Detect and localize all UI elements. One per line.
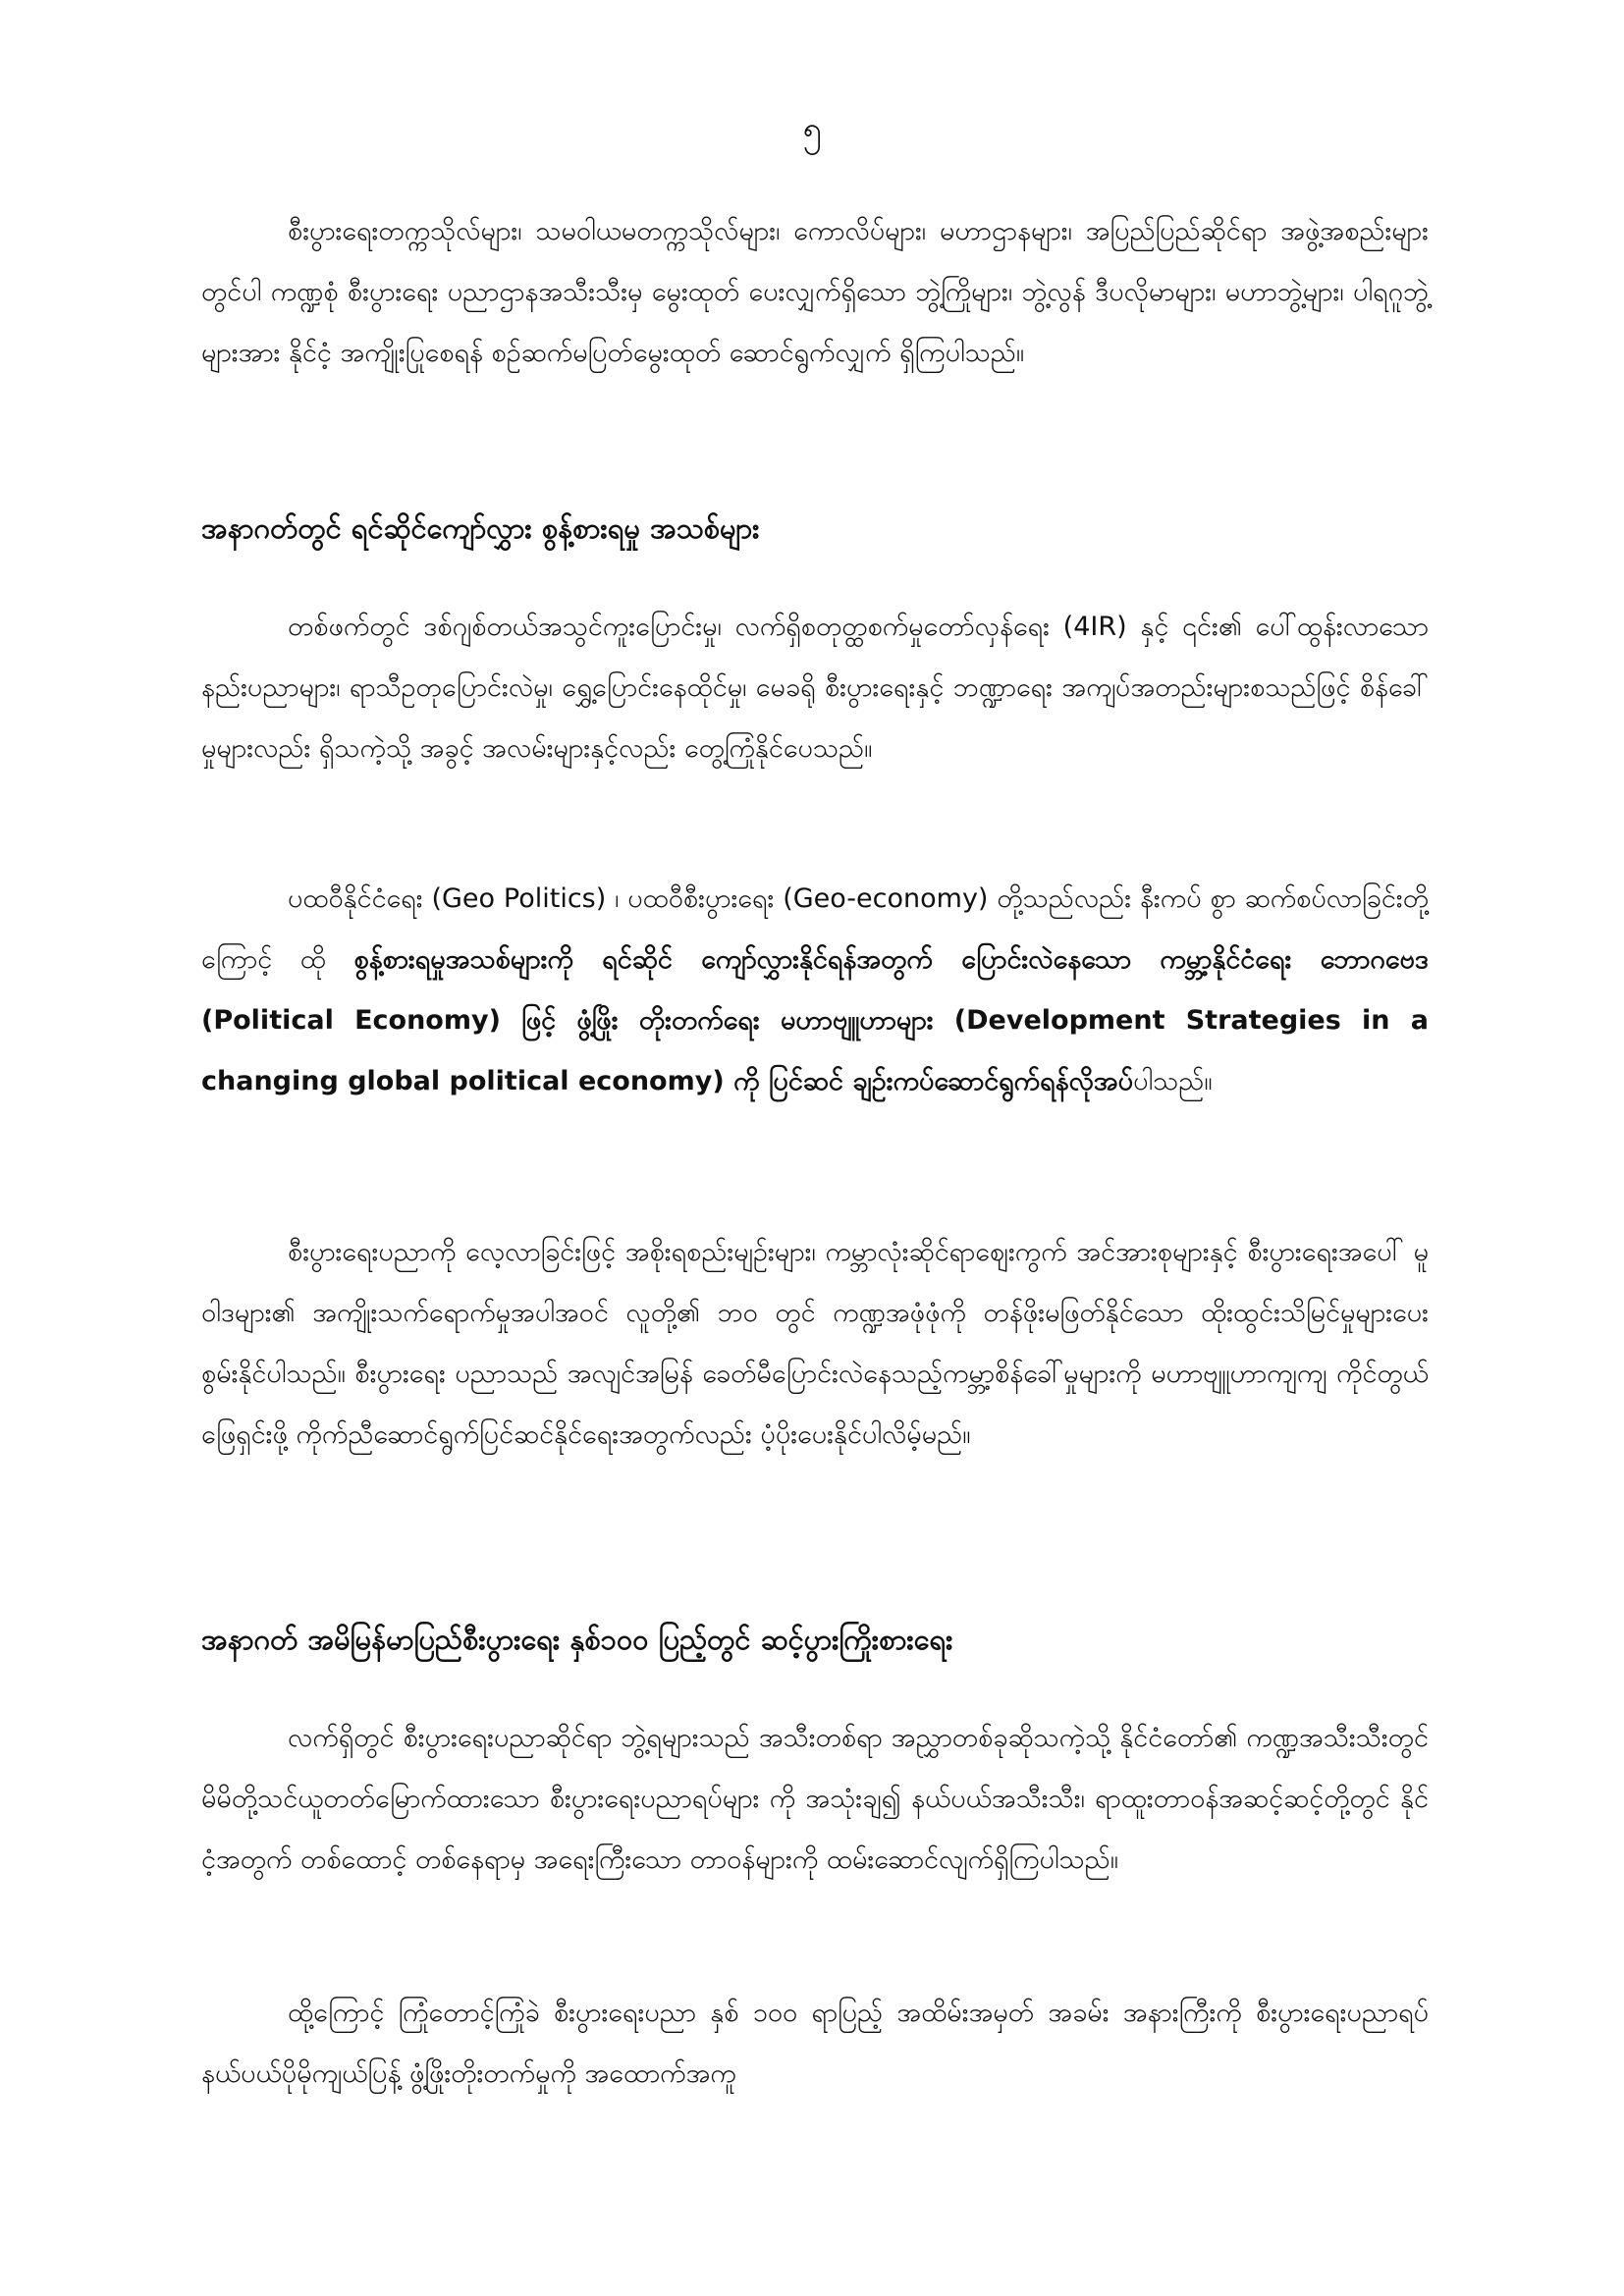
paragraph-centenary-ceremony-text: ထို့ကြောင့် ကြုံတောင့်ကြုံခဲ စီးပွားရေးပညာ နှစ် ၁၀၀ ရာပြည့် အထိမ်းအမှတ် အခမ်း အနားကြီးကို စီးပွားရေးပညာရပ် နယ်ပယ်ပိုမိုကျယ်ပြန့် ဖွံ့ဖြိုးတိုးတက်မှုကို အထောက်အကူ <box>201 1998 1429 2089</box>
paragraph-graduates <box>201 1708 1429 1891</box>
paragraph-digital-transition <box>201 597 1429 779</box>
paragraph-universities <box>201 201 1429 384</box>
paragraph-geo-politics <box>201 869 1429 1112</box>
section-heading-myanmar-economy-centenary: အနာဂတ် အမိမြန်မာပြည်စီးပွားရေး နှစ်၁၀၀ ပြည့်တွင် ဆင့်ပွားကြိုးစားရေး <box>201 1623 953 1656</box>
paragraph-graduates-text: လက်ရှိတွင် စီးပွားရေးပညာဆိုင်ရာ ဘွဲ့ရများသည် အသီးတစ်ရာ အညွှာတစ်ခုဆိုသကဲ့သို့ နိုင်ငံတော်၏ ကဏ္ဍအသီးသီးတွင် မိမိတို့သင်ယူတတ်မြောက်ထားသော စီးပွားရေးပညာရပ်များ ကို အသုံးချ၍ နယ်ပယ်အသီးသီး၊ ရာထူးတာဝန်အဆင့်ဆင့်တို့တွင် နိုင်ငံ့အတွက် တစ်ထောင့် တစ်နေရာမှ အရေးကြီးသော တာဝန်များကို ထမ်းဆောင်လျက်ရှိကြပါသည်။ <box>201 1723 1429 1875</box>
paragraph-universities-text: စီးပွားရေးတက္ကသိုလ်များ၊ သမဝါယမတက္ကသိုလ်များ၊ ကောလိပ်များ၊ မဟာဌာနများ၊ အပြည်ပြည်ဆိုင်ရာ အဖွဲ့အစည်းများတွင်ပါ ကဏ္ဍစုံ စီးပွားရေး ပညာဌာနအသီးသီးမှ မွေးထုတ် ပေးလျှက်ရှိသော ဘွဲ့ကြိုများ၊ ဘွဲ့လွန် ဒီပလိုမာများ၊ မဟာဘွဲ့များ၊ ပါရဂူဘွဲ့များအား နိုင်ငံ့ အကျိုးပြုစေရန် စဉ်ဆက်မပြတ်မွေးထုတ် ဆောင်ရွက်လျှက် ရှိကြပါသည်။ <box>201 216 1429 368</box>
paragraph-geo-politics-end: ပါသည်။ <box>1133 1066 1213 1096</box>
paragraph-digital-transition-text: တစ်ဖက်တွင် ဒစ်ဂျစ်တယ်အသွင်ကူးပြောင်းမှု၊ လက်ရှိစတုတ္ထစက်မှုတော်လှန်ရေး (4IR) နှင့် ၎င်း၏ ပေါ်ထွန်းလာသောနည်းပညာများ၊ ရာသီဥတုပြောင်းလဲမှု၊ ရွှေ့ပြောင်းနေထိုင်မှု၊ မေခရို စီးပွားရေးနှင့် ဘဏ္ဍာရေး အကျပ်အတည်းများစသည်ဖြင့် စိန်ခေါ်မှုများလည်း ရှိသကဲ့သို့ အခွင့် အလမ်းများနှင့်လည်း တွေ့ကြုံနိုင်ပေသည်။ <box>201 612 1429 764</box>
paragraph-geo-politics-lead: ပထဝီနိုင်ငံရေး (Geo Politics) ၊ ပထဝီစီးပွားရေး (Geo-economy) တို့သည်လည်း နီးကပ် စွာ ဆက်စပ်လာခြင်းတို့ကြောင့် ထို <box>201 883 1429 975</box>
paragraph-centenary-ceremony <box>201 1983 1429 2105</box>
page-number: ၅ <box>802 110 822 149</box>
paragraph-economics-study-text: စီးပွားရေးပညာကို လေ့လာခြင်းဖြင့် အစိုးရစည်းမျဉ်းများ၊ ကမ္ဘာလုံးဆိုင်ရာဈေးကွက် အင်အားစုများနှင့် စီးပွားရေးအပေါ် မူဝါဒများ၏ အကျိုးသက်ရောက်မှုအပါအဝင် လူတို့၏ ဘဝ တွင် ကဏ္ဍအဖုံဖုံကို တန်ဖိုးမဖြတ်နိုင်သော ထိုးထွင်းသိမြင်မှုများပေးစွမ်းနိုင်ပါသည်။ စီးပွားရေး ပညာသည် အလျင်အမြန် ခေတ်မီပြောင်းလဲနေသည့်ကမ္ဘာ့စိန်ခေါ်မှုများကို မဟာဗျူဟာကျကျ ကိုင်တွယ် ဖြေရှင်းဖို့ ကိုက်ညီဆောင်ရွက်ပြင်ဆင်နိုင်ရေးအတွက်လည်း ပံ့ပိုးပေးနိုင်ပါလိမ့်မည်။ <box>201 1237 1429 1450</box>
paragraph-economics-study <box>201 1222 1429 1466</box>
section-heading-future-challenges: အနာဂတ်တွင် ရင်ဆိုင်ကျော်လွှား စွန့်စားရမှု အသစ်များ <box>201 511 760 545</box>
paragraph-geo-politics-bold: စွန့်စားရမှုအသစ်များကို ရင်ဆိုင် ကျော်လွှားနိုင်ရန်အတွက် ပြောင်းလဲနေသော ကမ္ဘာ့နိုင်ငံရေး ဘောဂဗေဒ (Political Economy) ဖြင့် ဖွံ့ဖြိုး တိုးတက်ရေး မဟာဗျူဟာများ (Development Strategies in a changing global political economy) ကို ပြင်ဆင် ချဉ်းကပ်ဆောင်ရွက်ရန်လိုအပ် <box>201 944 1429 1096</box>
